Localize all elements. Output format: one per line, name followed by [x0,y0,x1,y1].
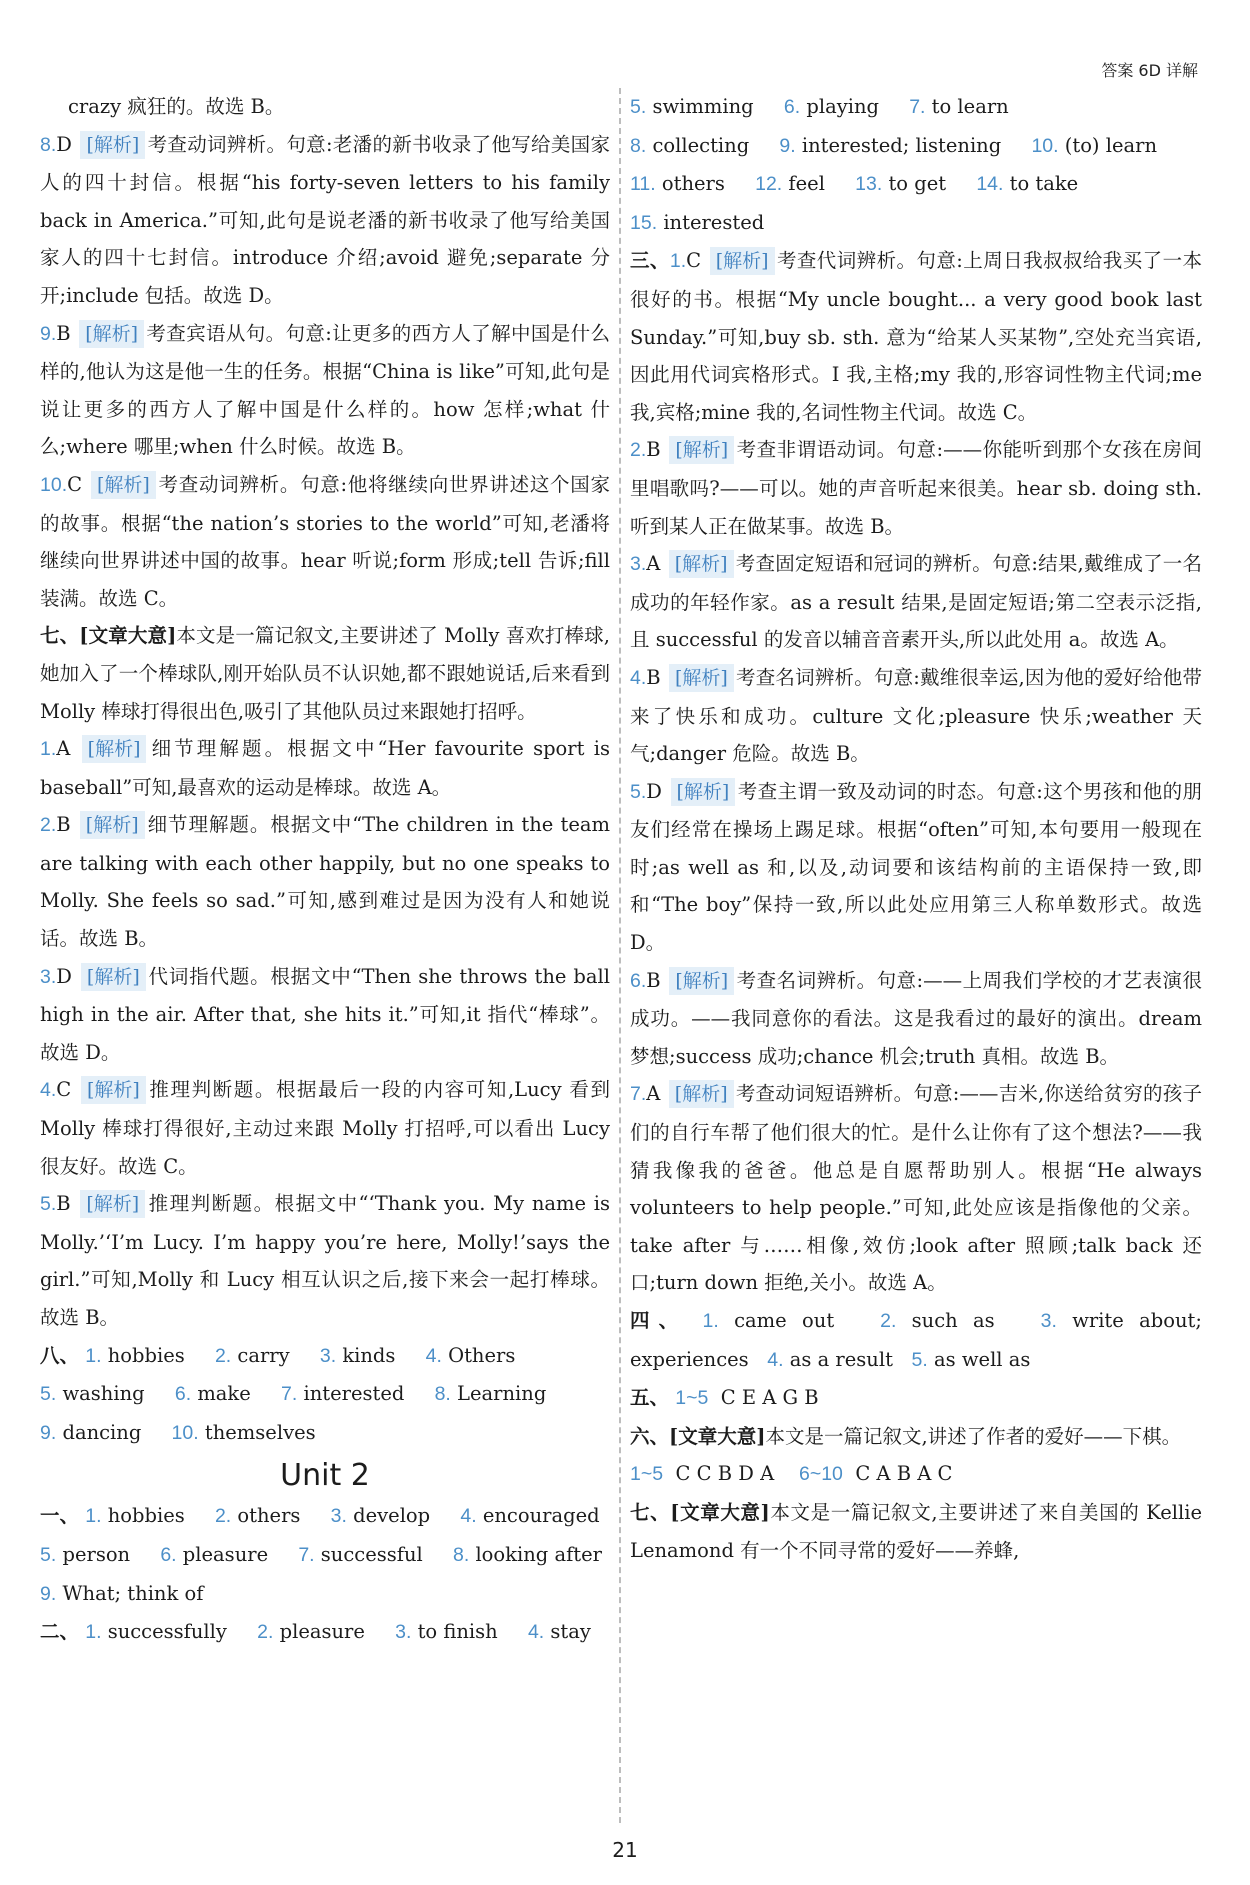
item-range: 1~5 [630,1463,664,1486]
answer-letter: C [67,472,83,496]
fill-answer: to finish [417,1620,498,1644]
analysis-tag: [解析] [671,778,736,806]
item-number: 9. [40,322,57,345]
s3-item-5 [630,773,1202,962]
fill-answer: dancing [62,1420,142,1444]
item-number: 2. [214,1344,232,1367]
analysis-tag: [解析] [669,967,734,995]
analysis-text: 细节理解题。根据文中“Her favourite sport is baseball”可知,最喜欢的运动是棒球。故选 A。 [40,737,610,799]
section-label: 五、 [630,1386,670,1410]
item-number: 5. [630,96,647,118]
item-number: 10. [1031,134,1059,157]
left-column [40,88,610,1652]
analysis-tag: [解析] [669,436,734,464]
analysis-text: 考查动词辨析。句意:他将继续向世界讲述这个国家的故事。根据“the nation’s stories to the world”可知,老潘将继续向世界讲述中国的故事。hear 听说;form 形成;tell 告诉;fill 装满。故选 C。 [40,472,610,610]
s7-item-2 [40,806,610,957]
summary-text: 本文是一篇记叙文,主要讲述了来自美国的 Kellie Lenamond 有一个不同寻常的爱好——养蜂, [630,1500,1202,1562]
column-divider [619,88,621,1823]
answer-letter: B [646,665,661,689]
section-4-answers [630,1302,1202,1379]
item-number: 10. [40,473,68,496]
analysis-tag: [解析] [669,664,734,692]
section-label: 二、 [40,1620,80,1644]
item-number: 6. [783,96,801,118]
item-number: 1. [85,1505,102,1528]
item-number: 2. [630,439,647,462]
item-number: 4. [630,666,647,689]
item-number: 5. [40,1383,57,1406]
fill-answer: pleasure [279,1620,365,1644]
analysis-tag: [解析] [81,1076,146,1104]
analysis-tag: [解析] [80,811,145,839]
analysis-tag: [解析] [80,131,145,159]
item-number: 8. [434,1383,451,1406]
answer-letter: C [56,1078,72,1102]
section-label: 七、[文章大意] [630,1500,770,1524]
analysis-text: 代词指代题。根据文中“Then she throws the ball high in the air. After that, she hits it.”可知,it 指代“棒球”。故选 D。 [40,964,610,1064]
item-number: 9. [40,1421,57,1444]
fill-answer: others [237,1504,301,1528]
analysis-tag: [解析] [710,247,775,275]
item-number: 11. [630,173,656,196]
item-number: 3. [40,965,57,988]
analysis-text: 推理判断题。根据最后一段的内容可知,Lucy 看到 Molly 棒球打得很好,主动过来跟 Molly 打招呼,可以看出 Lucy 很友好。故选 C。 [40,1078,611,1178]
item-number: 3. [1040,1310,1057,1332]
fill-answer: stay [550,1620,591,1644]
section-8-row-1 [40,1337,610,1376]
item-number: 3. [630,553,647,576]
item-number: 13. [855,173,883,196]
item-number: 3. [395,1621,412,1644]
fill-answer: Learning [457,1382,547,1406]
section-label: 三、 [630,249,670,273]
page-header: 答案 6D 详解 [1101,61,1198,80]
summary-text: 本文是一篇记叙文,主要讲述了 Molly 喜欢打棒球,她加入了一个棒球队,刚开始队员不认识她,都不跟她说话,后来看到 Molly 棒球打得很出色,吸引了其他队员过来跟她打招呼。 [40,624,610,723]
item-number: 4. [460,1505,477,1528]
s7-item-4 [40,1071,610,1185]
analysis-tag: [解析] [669,550,734,578]
item-number: 1. [702,1310,719,1332]
analysis-text: 细节理解题。根据文中“The children in the team are talking with each other happily, but no one speaks to Molly. She feels so sad.”可知,感到难过是因为没有人和她说话。故选 B。 [40,813,611,951]
u2-section-2-row-4 [630,165,1202,204]
item-number: 6. [630,969,647,992]
s7-item-5 [40,1185,610,1336]
analysis-text: 考查动词辨析。句意:老潘的新书收录了他写给美国家人的四十封信。根据“his forty-seven letters to his family back in America.”可知,此句是说老潘的新书收录了他写给美国家人的四十七封信。introduce 介绍;avoid 避免;separate 分开;include 包括。故选 D。 [40,132,611,307]
fill-answer: to take [1009,172,1079,196]
answer-letter: B [646,968,661,992]
section-8-row-2 [40,1375,610,1414]
fill-answer: to get [888,172,947,196]
item-number: 4. [527,1621,545,1644]
answer-item-10 [40,466,610,617]
fill-answer: looking after [475,1542,602,1566]
answer-letter: A [646,1082,661,1106]
fill-answer: washing [62,1382,145,1406]
fill-answer: interested; listening [801,133,1002,157]
answer-letter: A [646,552,661,576]
fill-answer: interested [303,1382,405,1406]
analysis-text: 考查宾语从句。句意:让更多的西方人了解中国是什么样的,他认为这是他一生的任务。根据“China is like”可知,此句是说让更多的西方人了解中国是什么样的。how 怎样;what 什么;where 哪里;when 什么时候。故选 B。 [40,321,610,459]
s3-item-4 [630,659,1202,773]
choice-answers: C C B D A [675,1462,775,1486]
item-range: 1~5 [675,1387,709,1410]
choice-answers: C E A G B [720,1386,819,1410]
fill-answer: came out [734,1309,835,1332]
item-number: 5. [630,780,647,803]
analysis-text: 考查非谓语动词。句意:——你能听到那个女孩在房间里唱歌吗?——可以。她的声音听起来很美。hear sb. doing sth. 听到某人正在做某事。故选 B。 [630,438,1203,538]
fill-answer: hobbies [107,1343,185,1367]
item-number: 7. [909,96,926,118]
section-label: 七、[文章大意] [40,624,177,648]
answer-letter: B [56,813,71,837]
s3-item-6 [630,962,1202,1076]
item-range: 6~10 [798,1463,843,1486]
answer-letter: B [56,1192,71,1216]
answer-item-9 [40,315,610,466]
section-label: 一、 [40,1504,80,1528]
item-number: 2. [214,1505,232,1528]
fill-answer: write about; experiences [630,1309,1202,1371]
item-number: 2. [880,1310,897,1332]
s7-item-3 [40,958,610,1072]
fill-answer: encouraged [482,1504,600,1528]
u2-section-2-row-2 [630,88,1202,127]
item-number: 2. [257,1621,274,1644]
item-number: 3. [319,1344,337,1367]
item-number: 2. [40,814,57,837]
item-number: 15. [630,211,658,234]
fill-answer: carry [237,1343,290,1367]
analysis-tag: [解析] [81,963,146,991]
item-number: 6. [174,1383,192,1406]
answer-item-8 [40,126,610,315]
item-number: 8. [40,133,57,156]
item-number: 1. [40,738,57,761]
fill-answer: themselves [204,1420,316,1444]
answer-letter: D [646,779,662,803]
section-label: 六、[文章大意] [630,1424,766,1448]
fill-answer: interested [663,210,765,234]
u2-section-1-row-3 [40,1575,610,1614]
item-number: 7. [630,1083,647,1106]
analysis-text: 考查名词辨析。句意:——上周我们学校的才艺表演很成功。——我同意你的看法。这是我看过的最好的演出。dream 梦想;success 成功;chance 机会;truth 真相。故选 B。 [630,968,1203,1068]
fill-answer: as a result [789,1347,893,1371]
item-number: 7. [281,1383,298,1406]
analysis-tag: [解析] [669,1080,734,1108]
section-6-summary [630,1418,1202,1456]
item-number: 6. [160,1543,177,1566]
fill-answer: others [661,172,725,196]
item-number: 4. [425,1344,442,1367]
fill-answer: develop [353,1504,431,1528]
item-number: 1. [85,1621,102,1644]
fill-answer: make [197,1382,251,1406]
analysis-text: 考查名词辨析。句意:戴维很幸运,因为他的爱好给他带来了快乐和成功。culture 文化;pleasure 快乐;weather 天气;danger 危险。故选 B。 [630,665,1202,766]
item-number: 4. [40,1079,57,1102]
item-number: 5. [911,1348,928,1371]
answer-letter: C [686,249,702,273]
item-number: 14. [976,173,1004,196]
fill-answer: kinds [342,1343,396,1367]
s3-item-3 [630,545,1202,659]
fill-answer: swimming [652,95,754,118]
answer-letter: D [56,132,72,156]
analysis-tag: [解析] [80,1190,145,1218]
answer-letter: B [646,438,661,462]
section-7-summary [40,617,610,730]
u2-section-2-row-1 [40,1613,610,1652]
u2-section-2-row-3 [630,127,1202,166]
u2-section-1-row-2 [40,1536,610,1575]
u2-section-2-row-5 [630,204,1202,243]
section-label: 四、 [630,1309,688,1332]
fill-answer: person [62,1542,131,1566]
fill-answer: successfully [107,1620,227,1644]
page-number: 21 [612,1838,638,1862]
s7-item-1 [40,730,610,806]
fill-answer: pleasure [182,1542,269,1566]
item-number: 8. [452,1543,470,1566]
item-number: 3. [330,1505,347,1528]
item-number: 12. [755,173,783,196]
section-5-answers [630,1379,1202,1418]
item-number: 10. [171,1421,199,1444]
item-number: 8. [630,134,647,157]
item-number: 9. [779,134,796,157]
analysis-text: 推理判断题。根据文中“‘Thank you. My name is Molly.’‘I’m Lucy. I’m happy you’re here, Molly!’says the girl.”可知,Molly 和 Lucy 相互认识之后,接下来会一起打棒球。故选 B。 [40,1192,611,1329]
item-number: 1. [669,250,687,273]
fill-answer: feel [788,172,825,196]
fill-answer: collecting [652,133,750,157]
summary-text: 本文是一篇记叙文,讲述了作者的爱好——下棋。 [765,1424,1182,1448]
unit-heading: Unit 2 [280,1458,370,1494]
item-number: 5. [40,1543,57,1566]
section-6-answers [630,1455,1202,1494]
item-number: 7. [298,1543,315,1566]
fill-answer: (to) learn [1064,133,1158,157]
right-column [630,88,1202,1569]
analysis-text: 考查动词短语辨析。句意:——吉米,你送给贫穷的孩子们的自行车帮了他们很大的忙。是什么让你有了这个想法?——我猜我像我的爸爸。他总是自愿帮助别人。根据“He always volunteers to help people.”可知,此处应该是指像他的父亲。take after 与……相像,效仿;look after 照顾;talk back 还口;turn down 拒绝,关小。故选 A。 [630,1082,1202,1295]
analysis-text: 考查主谓一致及动词的时态。句意:这个男孩和他的朋友们经常在操场上踢足球。根据“often”可知,本句要用一般现在时;as well as 和,以及,动词要和该结构前的主语保持一致,即和“The boy”保持一致,所以此处应用第三人称单数形式。故选 D。 [630,779,1202,955]
fill-answer: to learn [931,95,1009,118]
section-7-summary-right [630,1494,1202,1569]
answer-letter: B [56,321,71,345]
fill-answer: as well as [934,1347,1031,1371]
analysis-tag: [解析] [91,471,156,499]
u2-section-1-row-1 [40,1497,610,1536]
analysis-tag: [解析] [82,735,147,763]
section-label: 八、 [40,1343,80,1367]
item-number: 9. [40,1582,57,1605]
section-8-row-3 [40,1414,610,1453]
analysis-text: 考查固定短语和冠词的辨析。句意:结果,戴维成了一名成功的年轻作家。as a result 结果,是固定短语;第二空表示泛指,且 successful 的发音以辅音音素开头,所以此处用 a。故选 A。 [630,552,1202,652]
answer-letter: D [56,964,72,988]
q7-tail: crazy 疯狂的。故选 B。 [68,95,285,118]
item-number: 5. [40,1193,57,1216]
choice-answers: C A B A C [855,1462,953,1486]
answer-letter: A [56,737,71,761]
fill-answer: such as [911,1309,995,1332]
item-number: 4. [767,1348,784,1371]
fill-answer: hobbies [107,1504,185,1528]
fill-answer: successful [320,1542,423,1566]
s3-item-7 [630,1075,1202,1302]
fill-answer: Others [448,1343,516,1367]
item-number: 1. [85,1344,102,1367]
analysis-text: 考查代词辨析。句意:上周日我叔叔给我买了一本很好的书。根据“My uncle bought... a very good book last Sunday.”可知,buy sb. sth. 意为“给某人买某物”,空处充当宾语,因此用代词宾格形式。I 我,主格;my 我的,形容词性物主代词;me 我,宾格;mine 我的,名词性物主代词。故选 C。 [630,249,1202,424]
fill-answer: playing [806,95,879,118]
s3-item-1 [630,242,1202,431]
fill-answer: What; think of [62,1581,204,1605]
analysis-tag: [解析] [79,320,144,348]
s3-item-2 [630,431,1202,545]
